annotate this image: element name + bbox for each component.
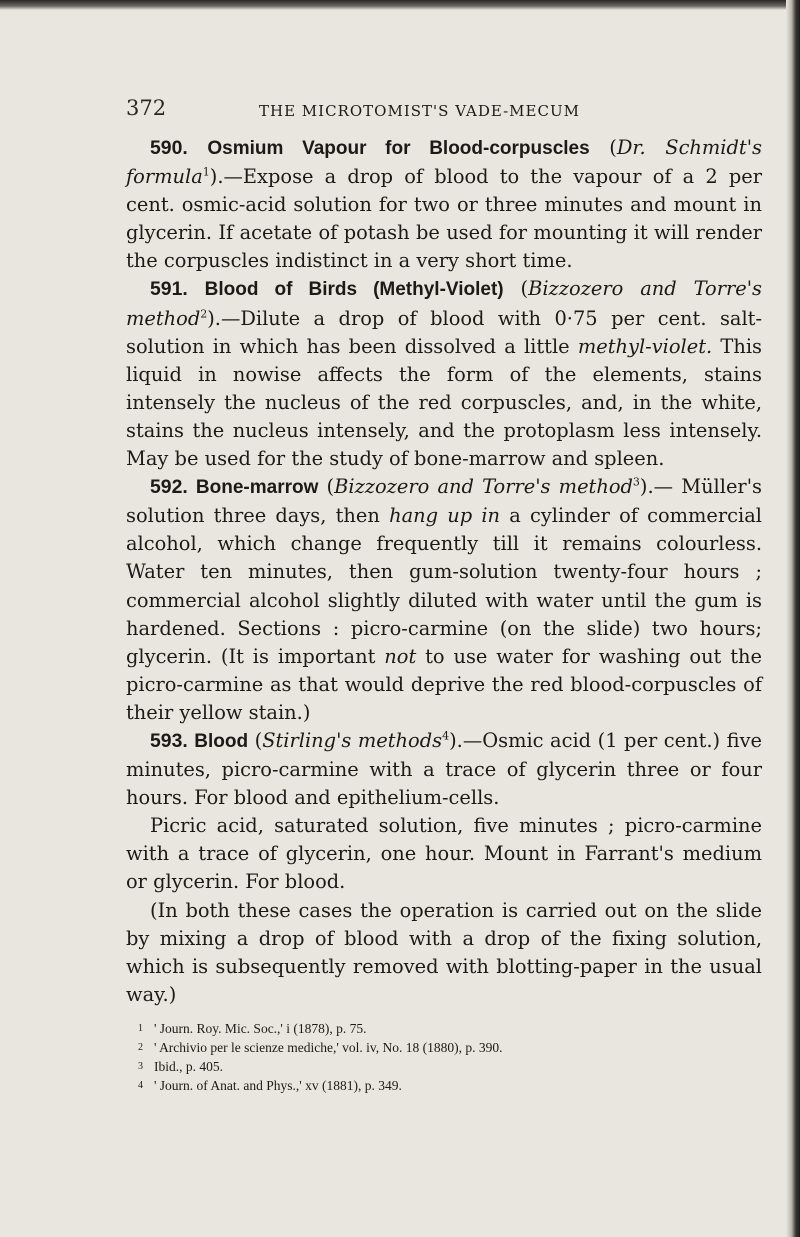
paren-open: ( [589,136,617,159]
emphasis: not [384,644,417,668]
section-title: Osmium Vapour for Blood-corpuscles [207,138,590,159]
footnote [126,1057,762,1076]
book-page [126,96,762,1095]
section-title: Bone-marrow [195,477,319,499]
section-590 [126,134,762,275]
section-591 [126,275,762,473]
footnote-text: ' Journ. Roy. Mic. Soc.,' i (1878), p. 75. [154,1020,367,1036]
footnote [126,1038,762,1057]
section-body: —Dilute a drop of blood with 0·75 per cent. salt-solution in which has been dissolved a little [126,306,762,358]
section-body: — Müller's solution three days, then [126,475,762,528]
section-title: Blood of Birds (Methyl-Violet) [204,279,504,301]
section-592 [126,473,762,727]
footnote [126,1076,762,1095]
footnote-ref: 3 [632,475,640,489]
paren-open: ( [318,475,335,499]
section-body: This liquid in nowise affects the form of the elements, stains intensely the nucleus of the red corpuscles, and, in the white, stains the nucleus intensely, and the protoplasm less intensely. May be used for the study of bone-marrow and spleen. [126,334,762,471]
section-title: Blood [194,730,249,752]
footnote-ref: 1 [202,165,210,179]
page-number: 372 [126,96,167,120]
footnote-mark: 4 [138,1079,143,1091]
paragraph: (In both these cases the operation is carried out on the slide by mixing a drop of blood with a drop of the fixing solution, which is subsequently removed with blotting-paper in the usual way.) [126,898,762,1006]
page-header [126,96,762,134]
footnote-ref: 2 [200,307,208,321]
paren-close: ). [449,728,463,752]
section-body: —Expose a drop of blood to the vapour of a 2 per cent. osmic-acid solution for two or three minutes and mount in glycerin. If acetate of potash be used for mounting it will render the corpuscles indistinct in a very short time. [126,165,762,273]
running-head: THE MICROTOMIST'S VADE-MECUM [259,102,580,120]
section-body: a cylinder of commercial alcohol, which change frequently till it remains colourless. Water ten minutes, then gum-solution twenty-four hours ; commercial alcohol slightly diluted with water until the gum is hardened. Sections : picro-carmine (on the slide) two hours; glycerin. (It is important [126,504,762,668]
paren-open: ( [503,277,529,301]
section-body: —Osmic acid (1 per cent.) five minutes, picro-carmine with a trace of glycerin three or four hours. For blood and epithelium-cells. [126,728,763,810]
footnotes [126,1019,762,1095]
section-number: 591. [150,278,188,301]
footnote-text: ' Journ. of Anat. and Phys.,' xv (1881), p. 349. [154,1077,402,1093]
footnote-text: ' Archivio per le scienze mediche,' vol. iv, No. 18 (1880), p. 390. [154,1039,503,1055]
section-number: 593. [150,729,188,752]
paren-open: ( [248,728,263,752]
page-top-shadow [0,0,800,10]
section-attribution: Bizzozero and Torre's method [334,475,633,499]
paren-close: ). [207,306,221,330]
section-body: to use water for washing out the picro-carmine as that would deprive the red blood-corpuscles of their yellow stain.) [126,644,762,724]
paren-close: ). [209,165,224,189]
body-text [126,134,762,1009]
section-593 [126,727,762,812]
section-number: 590. [150,137,188,159]
paragraph: Picric acid, saturated solution, five minutes ; picro-carmine with a trace of glycerin, one hour. Mount in Farrant's medium or glycerin. For blood. [126,814,762,894]
section-number: 592. [150,476,188,499]
footnote-mark: 1 [138,1022,143,1034]
section-attribution: Dr. Schmidt's formula [126,136,762,189]
footnote-mark: 2 [138,1041,143,1053]
paren-close: ). [639,475,654,499]
emphasis: hang up in [389,504,501,528]
footnote-text: Ibid., p. 405. [154,1058,223,1074]
page-right-binding-shadow [786,0,800,1237]
section-attribution: Bizzozero and Torre's method [126,277,762,330]
footnote-mark: 3 [138,1060,143,1072]
emphasis: methyl-violet. [577,334,713,358]
footnote [126,1019,762,1038]
section-attribution: Stirling's methods [262,728,443,752]
footnote-ref: 4 [442,729,450,743]
